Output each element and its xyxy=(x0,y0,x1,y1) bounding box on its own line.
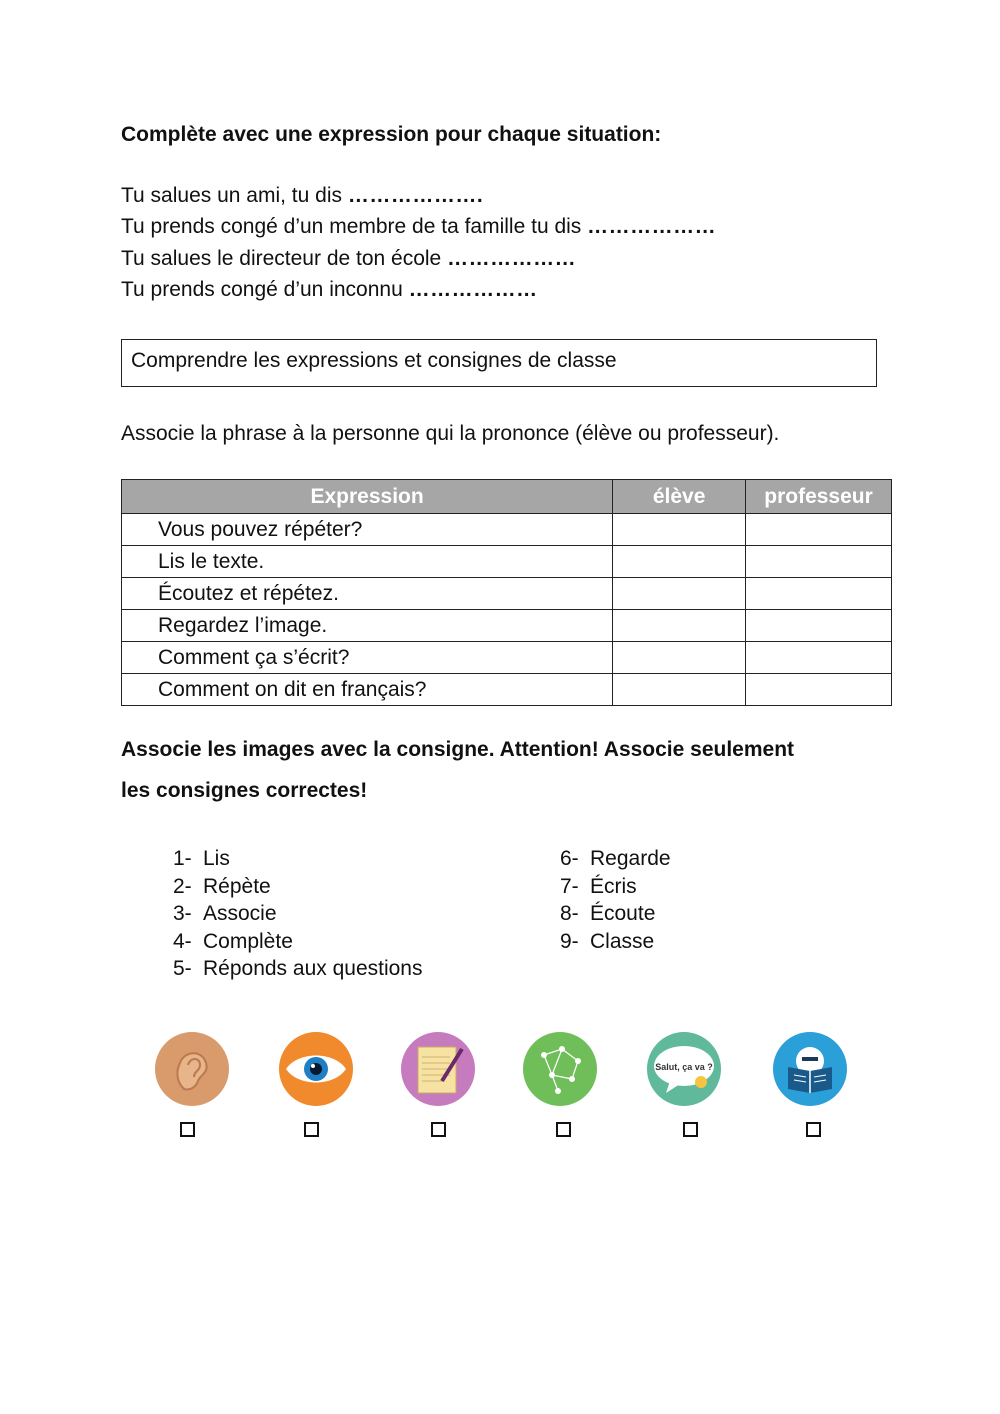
list-item: 6- Regarde xyxy=(560,847,671,870)
list-item: 3- Associe xyxy=(173,902,277,925)
eleve-cell[interactable] xyxy=(613,578,746,610)
table-row xyxy=(122,514,892,546)
image-checkbox[interactable] xyxy=(683,1122,698,1137)
situation-text: Tu prends congé d’un inconnu xyxy=(121,278,409,301)
table-instruction: Associe la phrase à la personne qui la prononce (élève ou professeur). xyxy=(121,422,780,445)
list-item: 2- Répète xyxy=(173,874,271,898)
eleve-cell[interactable] xyxy=(613,610,746,642)
expression-cell: Comment on dit en français? xyxy=(122,674,613,706)
expression-table xyxy=(121,479,892,706)
section-title-box xyxy=(121,339,877,387)
list-item: 8- Écoute xyxy=(560,902,656,925)
expression-cell: Comment ça s’écrit? xyxy=(122,642,613,674)
list-item: 5- Réponds aux questions xyxy=(173,957,423,980)
answer-blank[interactable]: ……………… xyxy=(408,278,538,301)
professeur-cell[interactable] xyxy=(746,610,892,642)
situation-line xyxy=(121,278,538,302)
image-checkbox[interactable] xyxy=(304,1122,319,1137)
header-expression: Expression xyxy=(122,480,613,514)
consignes-list-right xyxy=(560,845,671,955)
list-item: 1- Lis xyxy=(173,847,230,870)
eye-icon xyxy=(278,1031,354,1107)
network-icon xyxy=(522,1031,598,1107)
table-row xyxy=(122,674,892,706)
image-instruction-line1: Associe les images avec la consigne. Attention! Associe seulement xyxy=(121,738,795,761)
professeur-cell[interactable] xyxy=(746,546,892,578)
situation-line xyxy=(121,247,576,271)
expression-cell: Lis le texte. xyxy=(122,546,613,578)
professeur-cell[interactable] xyxy=(746,578,892,610)
eleve-cell[interactable] xyxy=(613,546,746,578)
answer-blank[interactable]: ………………. xyxy=(347,184,484,207)
table-row xyxy=(122,578,892,610)
expression-cell: Écoutez et répétez. xyxy=(122,578,613,610)
professeur-cell[interactable] xyxy=(746,514,892,546)
professeur-cell[interactable] xyxy=(746,674,892,706)
expression-cell: Vous pouvez répéter? xyxy=(122,514,613,546)
table-header-row xyxy=(122,480,892,514)
speech-bubble-icon xyxy=(646,1031,722,1107)
list-item: 4- Complète xyxy=(173,929,293,953)
image-checkbox[interactable] xyxy=(806,1122,821,1137)
image-checkbox[interactable] xyxy=(556,1122,571,1137)
image-checkbox[interactable] xyxy=(431,1122,446,1137)
table-row xyxy=(122,546,892,578)
header-eleve: élève xyxy=(613,480,746,514)
professeur-cell[interactable] xyxy=(746,642,892,674)
table-row xyxy=(122,642,892,674)
eleve-cell[interactable] xyxy=(613,674,746,706)
situation-line xyxy=(121,215,716,239)
expression-cell: Regardez l’image. xyxy=(122,610,613,642)
answer-blank[interactable]: ……………… xyxy=(587,215,717,238)
situation-text: Tu salues un ami, tu dis xyxy=(121,184,348,207)
speech-bubble-text: Salut, ça va ? xyxy=(655,1062,713,1072)
list-item: 9- Classe xyxy=(560,929,655,953)
table-row xyxy=(122,610,892,642)
eleve-cell[interactable] xyxy=(613,514,746,546)
image-instruction-line2: les consignes correctes! xyxy=(121,779,368,802)
consignes-list-left xyxy=(173,845,423,983)
list-item: 7- Écris xyxy=(560,874,637,898)
image-checkbox[interactable] xyxy=(180,1122,195,1137)
answer-blank[interactable]: ……………… xyxy=(447,247,577,270)
header-professeur: professeur xyxy=(746,480,892,514)
situation-text: Tu prends congé d’un membre de ta famille tu dis xyxy=(121,215,588,238)
section-title: Comprendre les expressions et consignes de classe xyxy=(131,349,617,372)
exercise-heading: Complète avec une expression pour chaque situation: xyxy=(121,123,662,146)
eleve-cell[interactable] xyxy=(613,642,746,674)
reading-icon xyxy=(772,1031,848,1107)
writing-icon xyxy=(400,1031,476,1107)
situation-line xyxy=(121,184,483,208)
situation-text: Tu salues le directeur de ton école xyxy=(121,247,448,270)
ear-icon xyxy=(154,1031,230,1107)
